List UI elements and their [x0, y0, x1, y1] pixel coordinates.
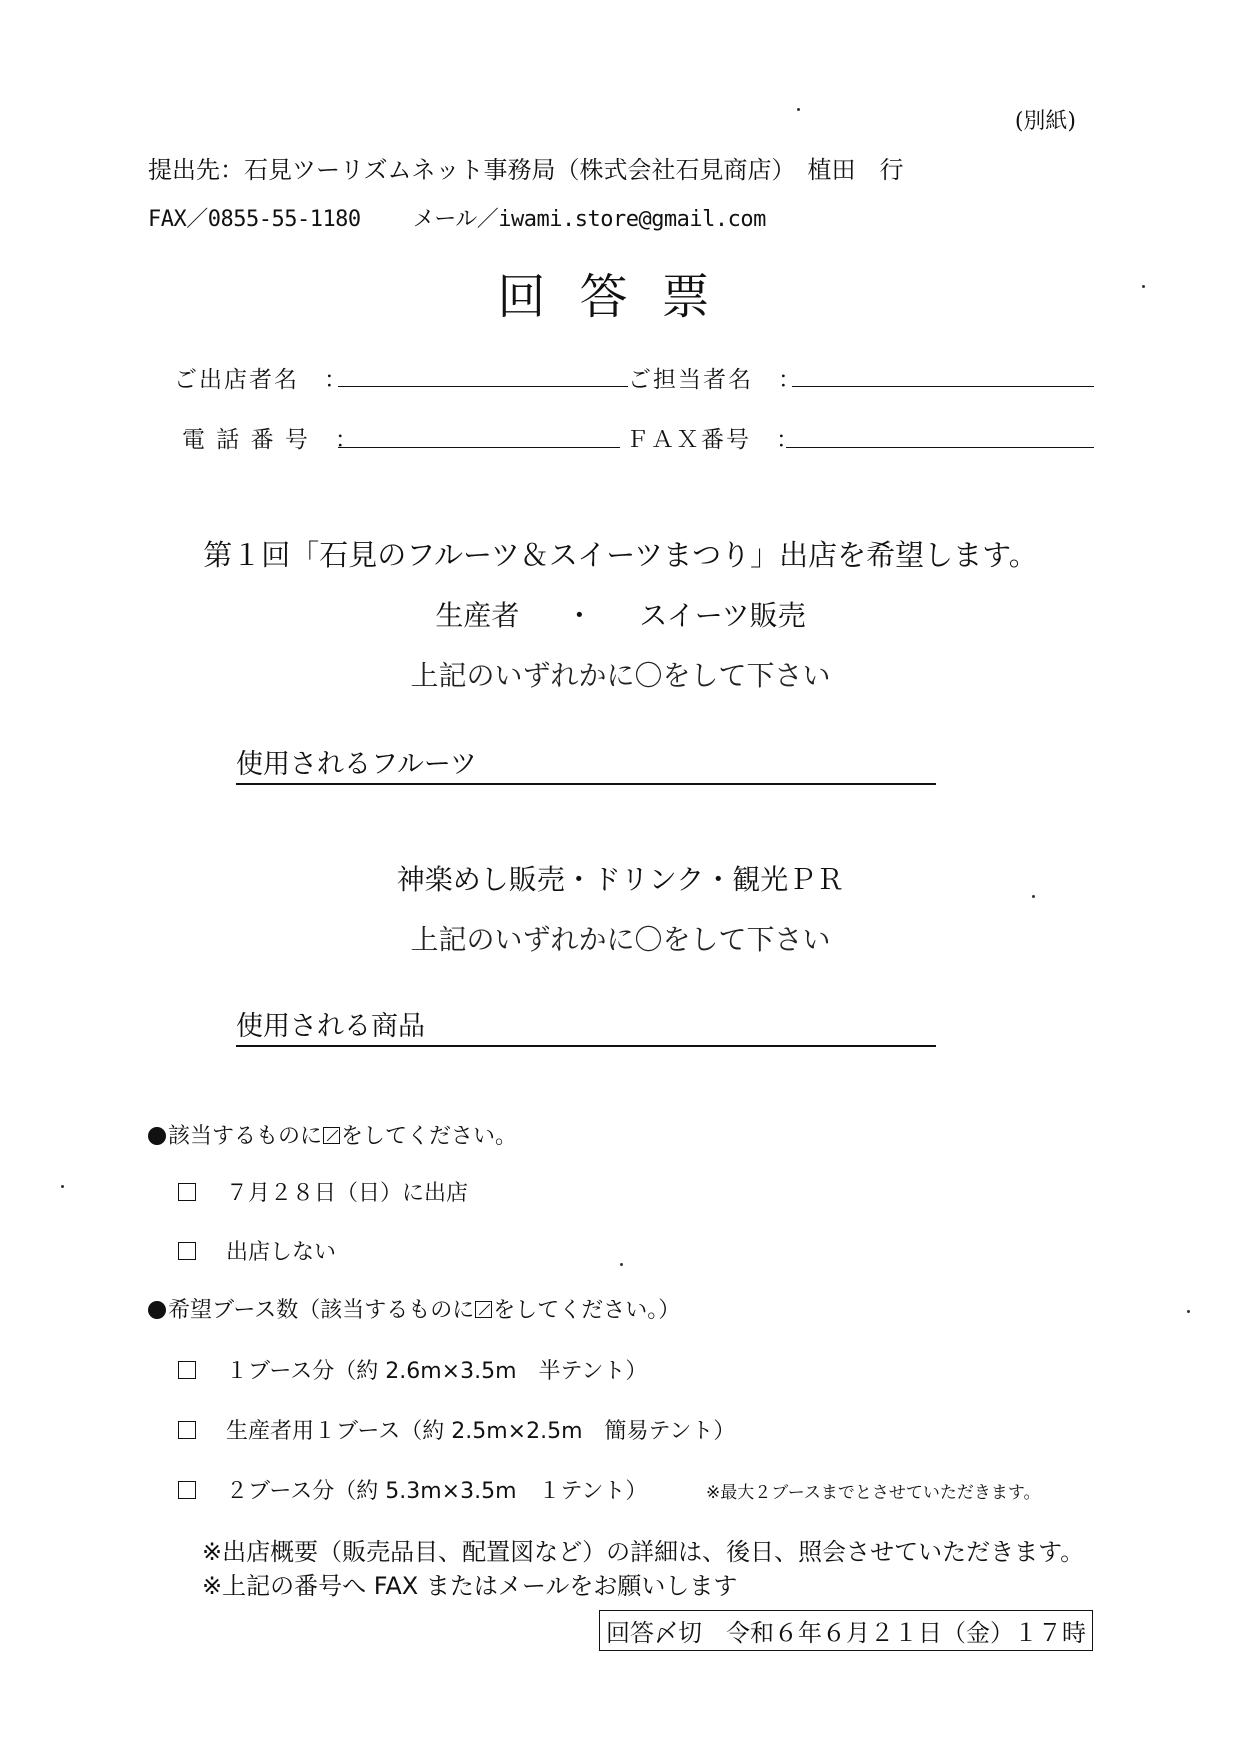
- person-name-label: ご担当者名 ：: [628, 367, 803, 393]
- send-note: ※上記の番号へ FAX またはメールをお願いします: [202, 1572, 738, 1600]
- scan-speck: [1032, 895, 1035, 898]
- attendance-heading: 該当するものに をしてください。: [148, 1119, 517, 1150]
- person-name-field[interactable]: [792, 386, 1094, 387]
- checkbox-icon[interactable]: [178, 1242, 196, 1260]
- booth-option-2[interactable]: ２ブース分（約 5.3m×3.5m １テント）: [178, 1474, 647, 1505]
- exhibitor-name-label: ご出店者名 ：: [174, 367, 349, 393]
- phone-field[interactable]: [338, 447, 620, 448]
- attendance-option-no[interactable]: 出店しない: [178, 1235, 336, 1266]
- fax-field[interactable]: [786, 447, 1094, 448]
- checkbox-icon[interactable]: [178, 1361, 196, 1379]
- checkbox-icon[interactable]: [178, 1481, 196, 1499]
- booth-option-producer[interactable]: 生産者用１ブース（約 2.5m×2.5m 簡易テント）: [178, 1414, 735, 1445]
- scan-speck: [620, 1263, 623, 1266]
- bullet-icon: [148, 1301, 166, 1319]
- option-producer[interactable]: 生産者: [435, 599, 520, 632]
- contact-line: [148, 202, 766, 233]
- details-note: ※出店概要（販売品目、配置図など）の詳細は、後日、照会させていただきます。: [202, 1538, 1085, 1566]
- fax-number: FAX／0855-55-1180: [148, 207, 361, 232]
- checkbox-icon[interactable]: [178, 1421, 196, 1439]
- checked-box-icon: [475, 1301, 492, 1318]
- option-sweets-sales[interactable]: スイーツ販売: [639, 599, 806, 632]
- fruits-used-label: 使用されるフルーツ: [236, 749, 477, 780]
- checked-box-icon: [323, 1127, 340, 1144]
- scan-speck: [1187, 1310, 1190, 1313]
- scan-speck: [61, 1185, 64, 1188]
- scan-speck: [1142, 285, 1145, 288]
- fruits-used-field[interactable]: [236, 742, 936, 785]
- booth-heading: 希望ブース数（該当するものに をしてください。）: [148, 1293, 680, 1324]
- participation-declaration: 第１回「石見のフルーツ＆スイーツまつり」出店を希望します。: [203, 538, 1038, 572]
- circle-instruction: 上記のいずれかに〇をして下さい: [410, 659, 831, 692]
- products-used-field[interactable]: [236, 1004, 936, 1047]
- page-title: 回答票: [497, 269, 744, 325]
- email-address: メール／iwami.store@gmail.com: [412, 207, 766, 232]
- deadline-box: 回答〆切 令和６年６月２１日（金）１７時: [599, 1610, 1093, 1651]
- attachment-label: (別紙): [1014, 109, 1076, 134]
- phone-label: 電 話 番 号 ：: [182, 427, 360, 453]
- separator-dot: ・: [565, 599, 594, 632]
- attendance-option-july28[interactable]: ７月２８日（日）に出店: [178, 1176, 468, 1207]
- booth-option-1[interactable]: １ブース分（約 2.6m×3.5m 半テント）: [178, 1354, 647, 1385]
- checkbox-icon[interactable]: [178, 1183, 196, 1201]
- circle-instruction-2: 上記のいずれかに〇をして下さい: [410, 923, 831, 956]
- category-choice: [0, 594, 1241, 634]
- bullet-icon: [148, 1127, 166, 1145]
- other-category-choice[interactable]: 神楽めし販売・ドリンク・観光ＰＲ: [396, 863, 845, 896]
- booth-limit-note: ※最大２ブースまでとさせていただきます。: [706, 1483, 1041, 1503]
- fax-label: ＦＡＸ番号 ：: [626, 427, 801, 453]
- scan-speck: [797, 108, 800, 111]
- products-used-label: 使用される商品: [236, 1011, 425, 1042]
- exhibitor-name-field[interactable]: [338, 386, 628, 387]
- submit-to: 提出先：石見ツーリズムネット事務局（株式会社石見商店） 植田 行: [148, 156, 904, 184]
